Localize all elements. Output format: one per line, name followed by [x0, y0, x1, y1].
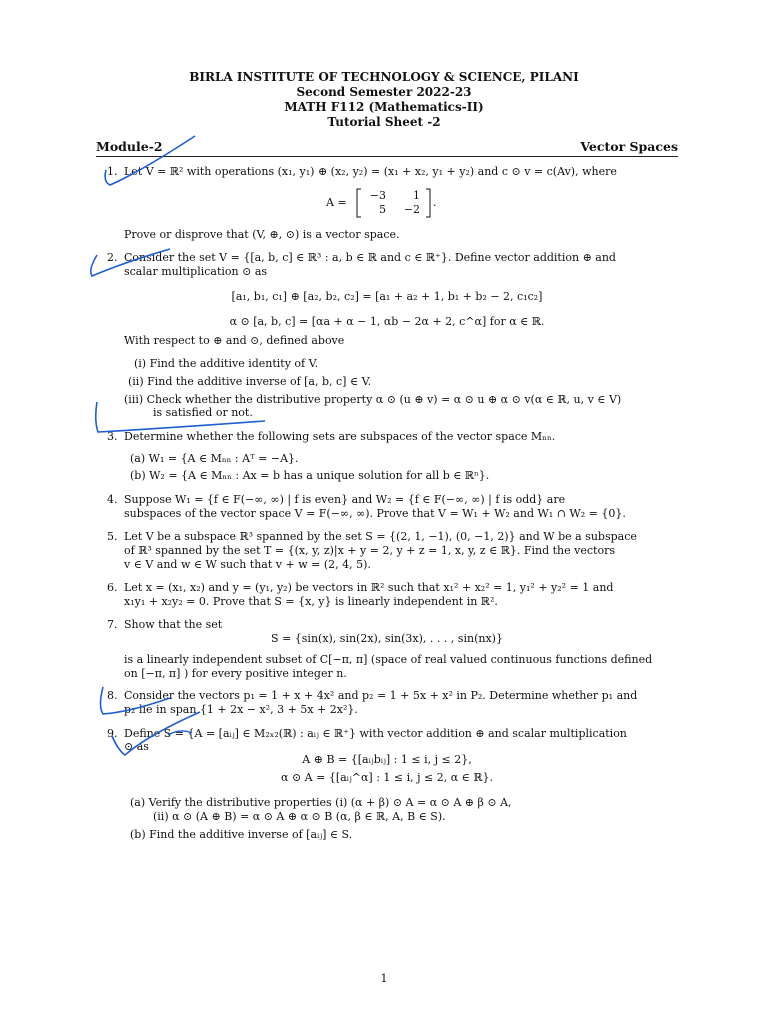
sheet-title: Tutorial Sheet -2 [327, 115, 441, 129]
module-label: Module-2 [96, 139, 163, 154]
q2-line2: scalar multiplication ⊙ as [124, 265, 268, 278]
institute-title: BIRLA INSTITUTE OF TECHNOLOGY & SCIENCE, PILANI [189, 70, 579, 84]
pen-underline-q2 [96, 402, 265, 432]
q5-number: 5. [107, 530, 118, 543]
pen-tick-q9 [112, 712, 200, 755]
q2-line3: With respect to ⊕ and ⊙, defined above [124, 334, 345, 347]
matrix-a21: 5 [379, 203, 386, 216]
q9-part-b: (b) Find the additive inverse of [aᵢⱼ] ∈ S. [130, 828, 353, 841]
matrix-a12: 1 [413, 189, 420, 202]
pen-scribble-q9 [168, 731, 192, 735]
q1-number: 1. [107, 165, 118, 178]
q4-line2: subspaces of the vector space V = F(−∞, ∞). Prove that V = W₁ + W₂ and W₁ ∩ W₂ = {0}. [124, 507, 626, 520]
q7-number: 7. [107, 618, 118, 631]
q2-line1: Consider the set V = {[a, b, c] ∈ ℝ³ : a, b ∈ ℝ and c ∈ ℝ⁺}. Define vector addition ⊕ and [124, 251, 616, 264]
q2-eq2: α ⊙ [a, b, c] = [αa + α − 1, αb − 2α + 2, c^α] for α ∈ ℝ. [229, 315, 545, 328]
q9-eq1: A ⊕ B = {[aᵢⱼbᵢⱼ] : 1 ≤ i, j ≤ 2}, [302, 753, 472, 766]
q2-part-ii: (ii) Find the additive inverse of [a, b, c] ∈ V. [128, 375, 372, 388]
matrix-period: . [433, 196, 437, 209]
course-line: MATH F112 (Mathematics-II) [284, 100, 484, 114]
q2-part-iii: (iii) Check whether the distributive property α ⊙ (u ⊕ v) = α ⊙ u ⊕ α ⊙ v(α ∈ ℝ, u, v ∈ V) [124, 393, 622, 406]
q5-line2: of ℝ³ spanned by the set T = {(x, y, z)|x + y = 2, y + z = 1, x, y, z ∈ ℝ}. Find the vectors [124, 544, 615, 557]
pen-tick-q2 [91, 249, 170, 276]
q7-eq: S = {sin(x), sin(2x), sin(3x), . . . , sin(nx)} [271, 632, 503, 645]
q5-line1: Let V be a subspace ℝ³ spanned by the set S = {(2, 1, −1), (0, −1, 2)} and W be a subspace [124, 530, 637, 543]
pen-tick-q1 [105, 136, 195, 185]
q2-part-i: (i) Find the additive identity of V. [134, 357, 319, 370]
q3-part-a: (a) W₁ = {A ∈ Mₙₙ : Aᵀ = −A}. [130, 452, 299, 465]
q7-line1: Show that the set [124, 618, 223, 631]
q1-line1: Let V = ℝ² with operations (x₁, y₁) ⊕ (x₂, y₂) = (x₁ + x₂, y₁ + y₂) and c ⊙ v = c(Av), where [124, 165, 617, 178]
q2-number: 2. [107, 251, 118, 264]
q9-line1: Define S = {A = [aᵢⱼ] ∈ M₂ₓ₂(ℝ) : aᵢⱼ ∈ ℝ⁺} with vector addition ⊕ and scalar multiplication [124, 727, 627, 740]
q8-line1: Consider the vectors p₁ = 1 + x + 4x² and p₂ = 1 + 5x + x² in P₂. Determine whether p₁ and [124, 689, 638, 702]
matrix-a22: −2 [403, 203, 420, 216]
page-number: 1 [380, 972, 388, 985]
q8-line2: p₂ lie in span {1 + 2x − x², 3 + 5x + 2x²}. [124, 703, 358, 716]
q8-number: 8. [107, 689, 118, 702]
q7-line3: on [−π, π] ) for every positive integer n. [124, 667, 347, 680]
q6-line1: Let x = (x₁, x₂) and y = (y₁, y₂) be vectors in ℝ² such that x₁² + x₂² = 1, y₁² + y₂² = 1 and [124, 581, 614, 594]
q1-line3: Prove or disprove that (V, ⊕, ⊙) is a vector space. [124, 228, 400, 241]
matrix-a11: −3 [369, 189, 386, 202]
q4-line1: Suppose W₁ = {f ∈ F(−∞, ∞) | f is even} and W₂ = {f ∈ F(−∞, ∞) | f is odd} are [124, 493, 566, 506]
q1-matrix-label: A = [326, 196, 347, 209]
q6-number: 6. [107, 581, 118, 594]
q3-part-b: (b) W₂ = {A ∈ Mₙₙ : Ax = b has a unique solution for all b ∈ ℝⁿ}. [130, 469, 490, 482]
q4-number: 4. [107, 493, 118, 506]
q9-number: 9. [107, 727, 118, 740]
topic-label: Vector Spaces [580, 139, 678, 154]
q7-line2: is a linearly independent subset of C[−π, π] (space of real valued continuous functions defined [124, 653, 653, 666]
q9-part-a2: (ii) α ⊙ (A ⊕ B) = α ⊙ A ⊕ α ⊙ B (α, β ∈ ℝ, A, B ∈ S). [153, 810, 446, 823]
pen-tick-q8 [101, 687, 171, 714]
q2-eq1: [a₁, b₁, c₁] ⊕ [a₂, b₂, c₂] = [a₁ + a₂ + 1, b₁ + b₂ − 2, c₁c₂] [231, 290, 543, 303]
q2-part-iii-cont: is satisfied or not. [153, 406, 253, 419]
q6-line2: x₁y₁ + x₂y₂ = 0. Prove that S = {x, y} is linearly independent in ℝ². [124, 595, 498, 608]
q9-line2: ⊙ as [124, 740, 149, 753]
q9-part-a1: (a) Verify the distributive properties (i) (α + β) ⊙ A = α ⊙ A ⊕ β ⊙ A, [130, 796, 512, 809]
semester-line: Second Semester 2022-23 [296, 85, 472, 99]
q3-number: 3. [107, 430, 118, 443]
q9-eq2: α ⊙ A = {[aᵢⱼ^α] : 1 ≤ i, j ≤ 2, α ∈ ℝ}. [281, 771, 493, 784]
q5-line3: v ∈ V and w ∈ W such that v + w = (2, 4, 5). [124, 558, 371, 571]
q3-line1: Determine whether the following sets are subspaces of the vector space Mₙₙ. [124, 430, 556, 443]
